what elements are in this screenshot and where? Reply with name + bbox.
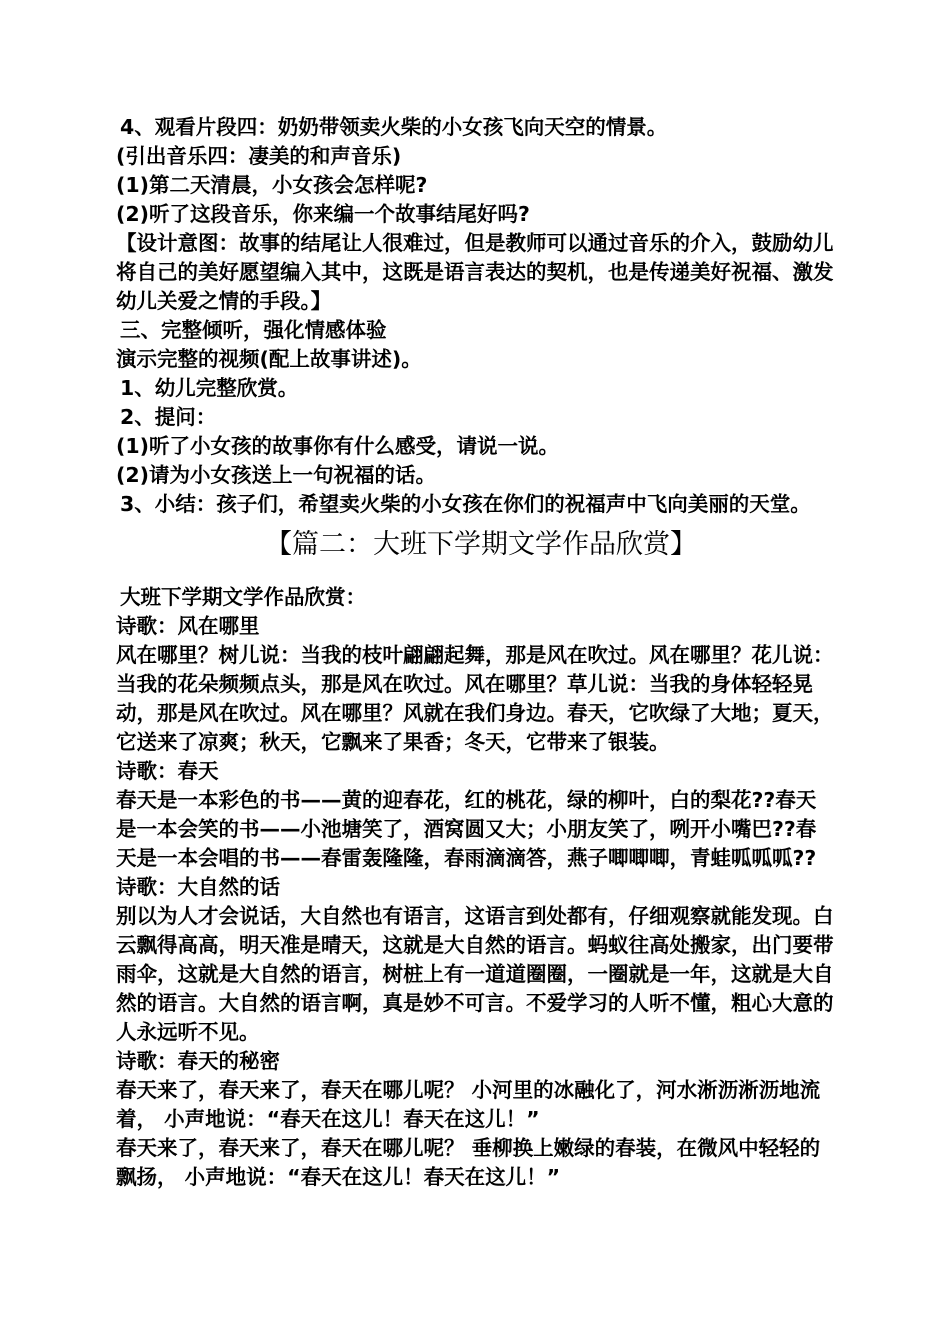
paragraph: (2)请为小女孩送上一句祝福的话。 [116, 463, 437, 487]
paragraph: (1)听了小女孩的故事你有什么感受，请说一说。 [116, 434, 560, 458]
poem-body: 别以为人才会说话，大自然也有语言，这语言到处都有，仔细观察就能发现。白云飘得高高，明天准是晴天，这就是大自然的语言。蚂蚁往高处搬家，出门要带雨伞，这就是大自然的语言，树桩上有一道道圈圈，一圈就是一年，这就是大自然的语言。大自然的语言啊，真是妙不可言。不爱学习的人听不懂，粗心大意的人永远听不见。 [116, 904, 834, 1044]
document-page [116, 113, 836, 1192]
paragraph: 4、观看片段四：奶奶带领卖火柴的小女孩飞向天空的情景。 [120, 115, 668, 139]
poem-body: 春天来了，春天来了，春天在哪儿呢？ 垂柳换上嫩绿的春装，在微风中轻轻的飘扬， 小声地说：“春天在这儿！春天在这儿！” [116, 1136, 821, 1189]
section-title: 【篇二：大班下学期文学作品欣赏】 [265, 529, 697, 560]
poem-body: 春天是一本彩色的书——黄的迎春花，红的桃花，绿的柳叶，白的梨花??春天是一本会笑的书——小池塘笑了，酒窝圆又大；小朋友笑了，咧开小嘴巴??春天是一本会唱的书——春雷轰隆隆，春雨滴滴答，燕子唧唧唧，青蛙呱呱呱?? [116, 788, 817, 870]
paragraph: (1)第二天清晨，小女孩会怎样呢? [116, 173, 428, 197]
section-heading: 三、完整倾听，强化情感体验 [120, 318, 387, 342]
design-intent-paragraph: 【设计意图：故事的结尾让人很难过，但是教师可以通过音乐的介入，鼓励幼儿将自己的美好愿望编入其中，这既是语言表达的契机，也是传递美好祝福、激发幼儿关爱之情的手段。】 [116, 231, 834, 313]
poem-heading: 诗歌：春天的秘密 [116, 1049, 280, 1073]
paragraph: 2、提问： [120, 405, 217, 429]
paragraph: 3、小结：孩子们，希望卖火柴的小女孩在你们的祝福声中飞向美丽的天堂。 [120, 492, 811, 516]
paragraph: (引出音乐四：凄美的和声音乐) [116, 144, 402, 168]
poem-body: 风在哪里？树儿说：当我的枝叶翩翩起舞，那是风在吹过。风在哪里？花儿说：当我的花朵频频点头，那是风在吹过。风在哪里？草儿说：当我的身体轻轻晃动，那是风在吹过。风在哪里？风就在我们身边。春天，它吹绿了大地；夏天，它送来了凉爽；秋天，它飘来了果香；冬天，它带来了银装。 [116, 643, 834, 754]
poem-heading: 诗歌：大自然的话 [116, 875, 280, 899]
paragraph: 大班下学期文学作品欣赏： [120, 585, 366, 609]
paragraph: (2)听了这段音乐，你来编一个故事结尾好吗? [116, 202, 530, 226]
poem-heading: 诗歌：风在哪里 [116, 614, 260, 638]
paragraph: 1、幼儿完整欣赏。 [120, 376, 299, 400]
paragraph: 演示完整的视频(配上故事讲述)。 [116, 347, 422, 371]
poem-heading: 诗歌：春天 [116, 759, 219, 783]
poem-body: 春天来了，春天来了，春天在哪儿呢？ 小河里的冰融化了，河水淅沥淅沥地流着， 小声地说：“春天在这儿！春天在这儿！” [116, 1078, 821, 1131]
